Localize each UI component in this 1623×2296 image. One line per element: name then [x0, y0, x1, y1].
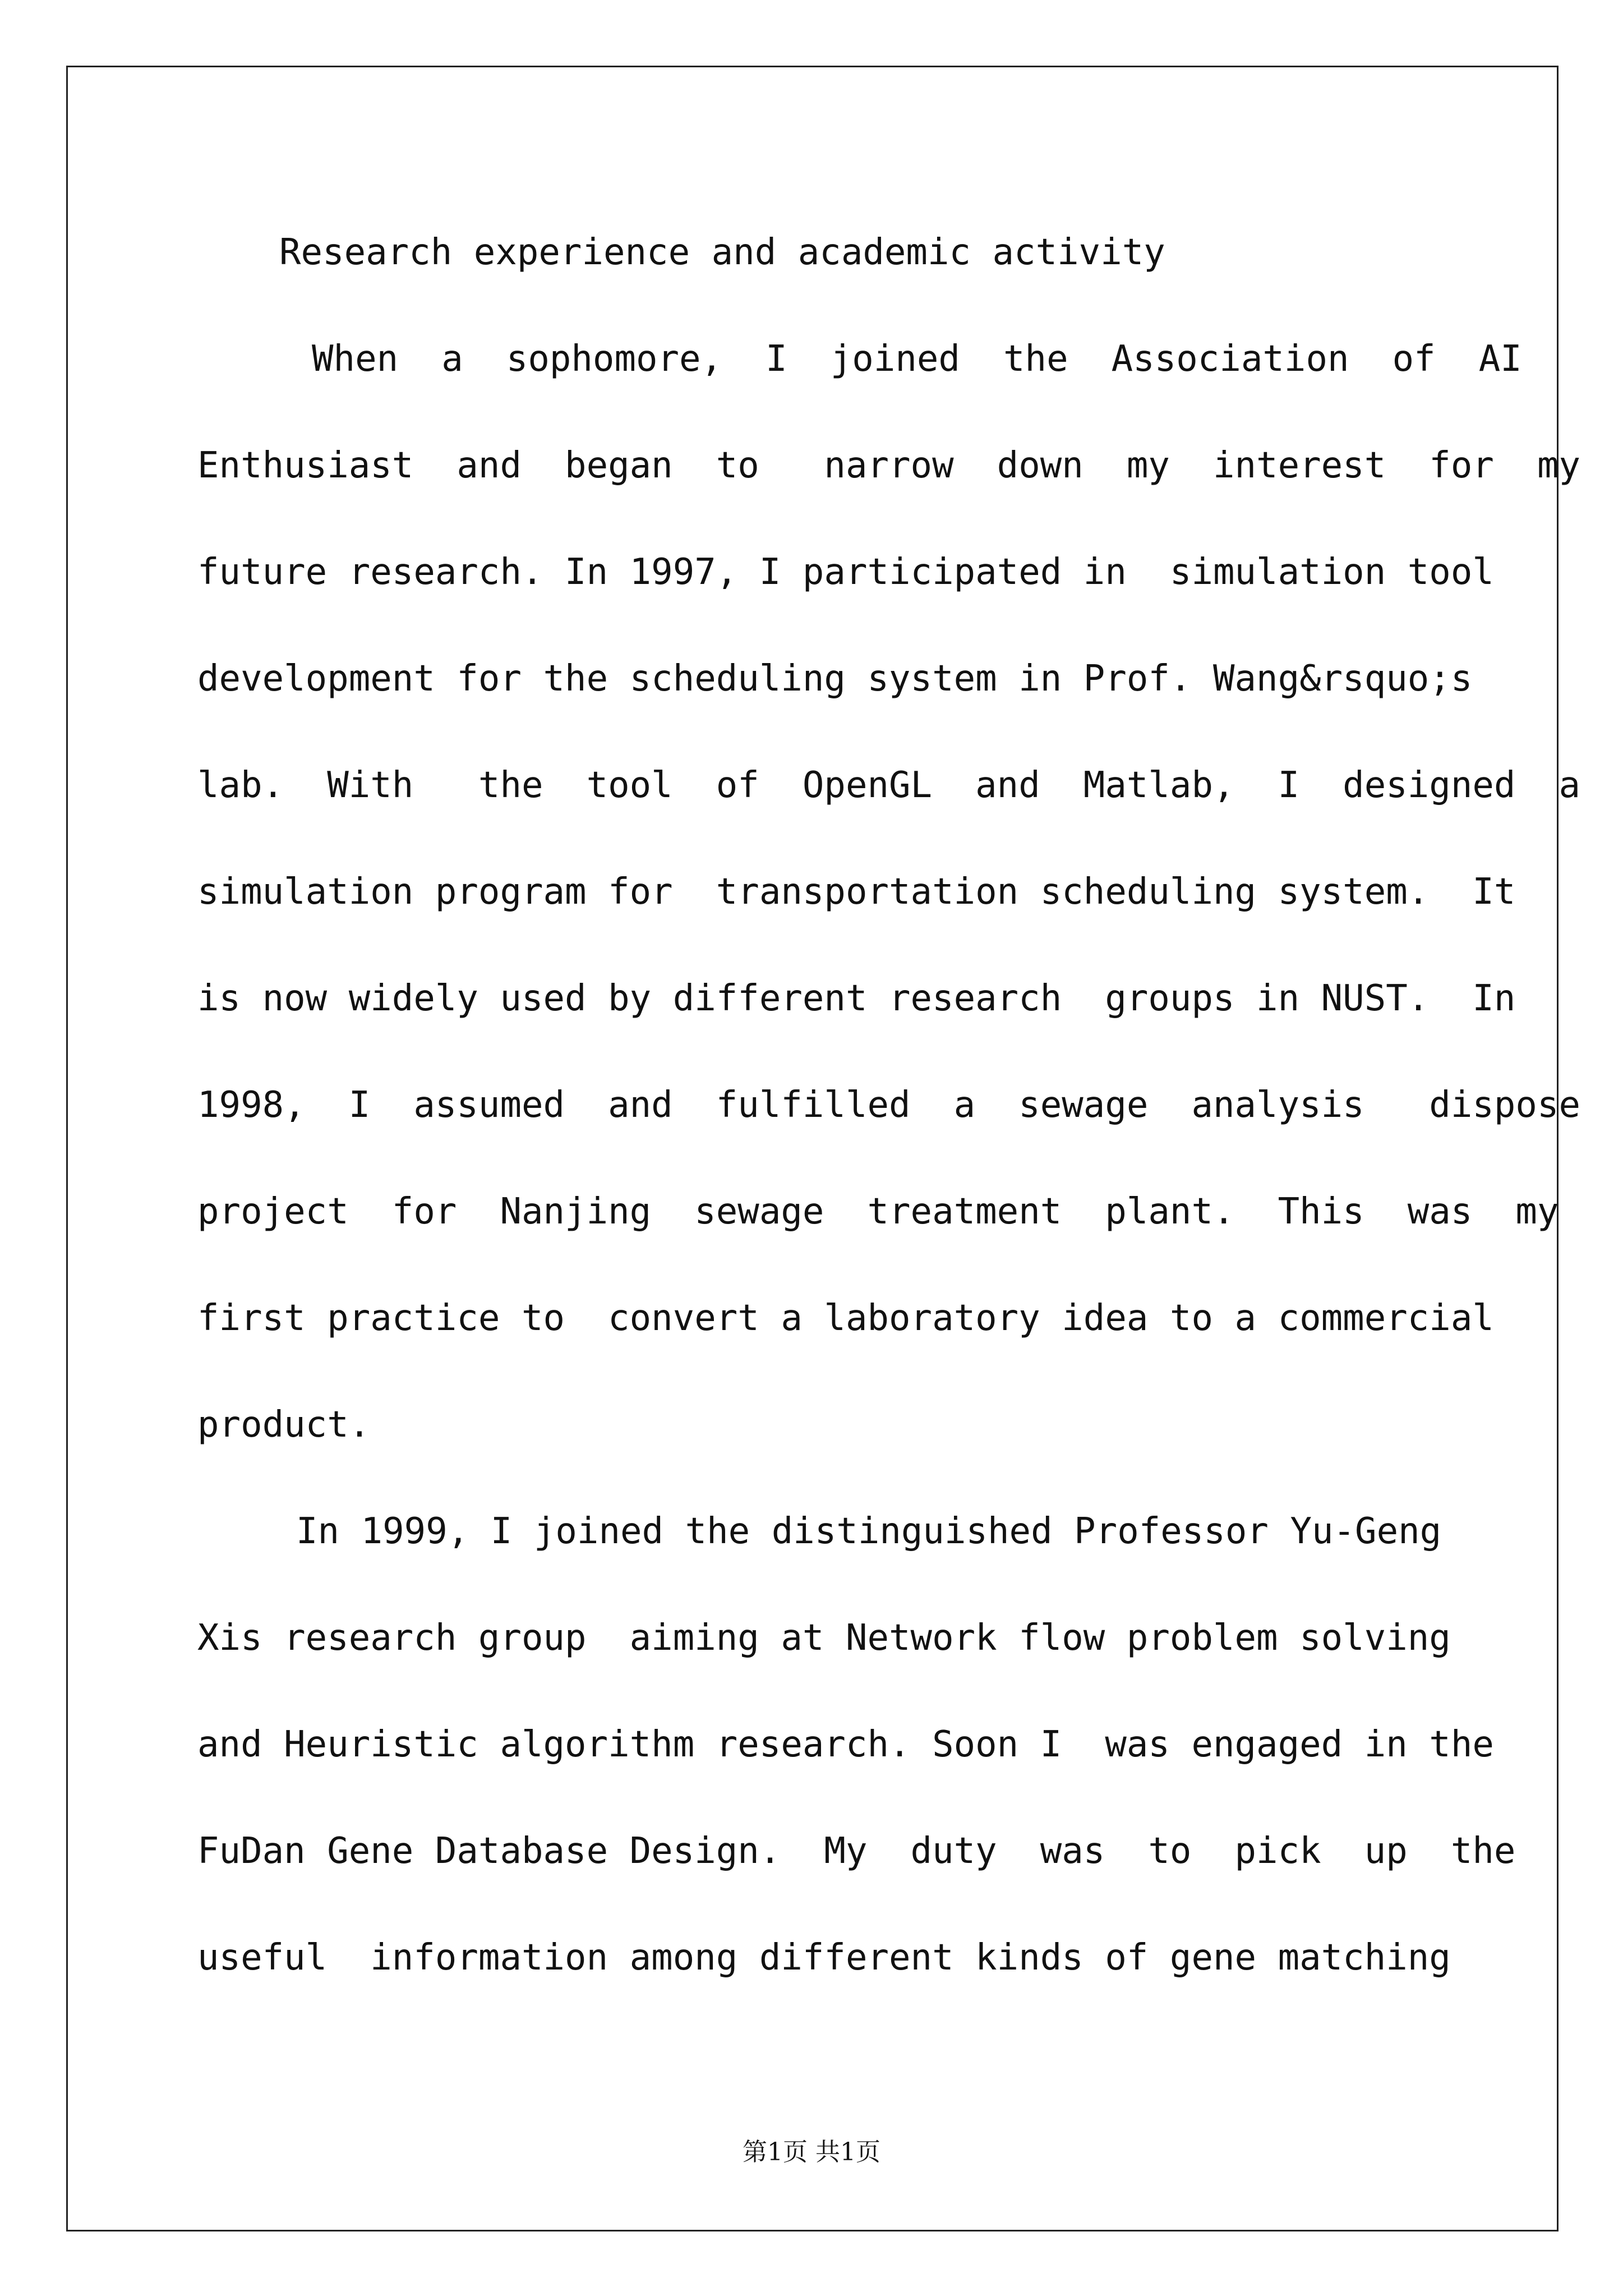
- paragraph-1-line-1: When a sophomore, I joined the Association of AI: [312, 338, 1522, 380]
- paragraph-1-line-5: lab. With the tool of OpenGL and Matlab, I designed a: [197, 765, 1580, 806]
- paragraph-1-line-11: product.: [197, 1404, 371, 1446]
- document-heading: Research experience and academic activity: [279, 232, 1165, 273]
- paragraph-1-line-4: development for the scheduling system in Prof. Wang&rsquo;s: [197, 658, 1473, 700]
- paragraph-2-line-1: In 1999, I joined the distinguished Professor Yu-Geng: [296, 1511, 1442, 1552]
- paragraph-2-line-2: Xis research group aiming at Network flow problem solving: [197, 1617, 1451, 1659]
- paragraph-2-line-4: FuDan Gene Database Design. My duty was to pick up the: [197, 1830, 1516, 1872]
- paragraph-1-line-2: Enthusiast and began to narrow down my interest for my: [197, 445, 1580, 486]
- paragraph-1-line-3: future research. In 1997, I participated in simulation tool: [197, 551, 1494, 593]
- paragraph-1-line-9: project for Nanjing sewage treatment plant. This was my: [197, 1191, 1559, 1232]
- page-number-footer: 第1页 共1页: [743, 2138, 880, 2166]
- paragraph-1-line-7: is now widely used by different research groups in NUST. In: [197, 978, 1516, 1019]
- paragraph-2-line-5: useful information among different kinds of gene matching: [197, 1937, 1451, 1978]
- paragraph-1-line-6: simulation program for transportation scheduling system. It: [197, 871, 1516, 913]
- document-body: [197, 0, 1580, 1978]
- paragraph-2-line-3: and Heuristic algorithm research. Soon I was engaged in the: [197, 1724, 1494, 1765]
- paragraph-1-line-10: first practice to convert a laboratory idea to a commercial: [197, 1297, 1494, 1339]
- paragraph-1-line-8: 1998, I assumed and fulfilled a sewage analysis dispose: [197, 1084, 1580, 1126]
